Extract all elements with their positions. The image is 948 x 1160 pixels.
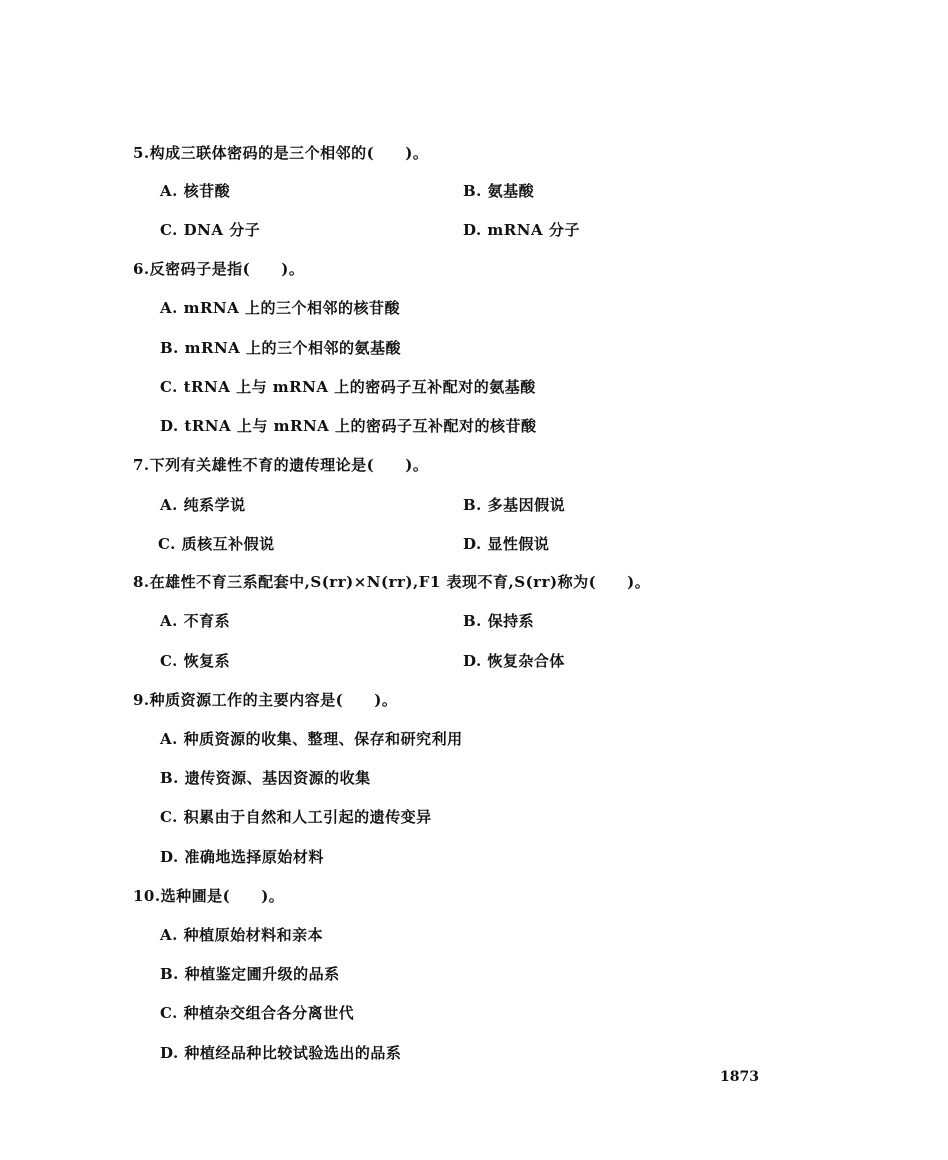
question-8-option-c: C. 恢复系 (160, 652, 231, 670)
question-9-stem: 9.种质资源工作的主要内容是( )。 (133, 691, 398, 709)
question-6-option-c: C. tRNA 上与 mRNA 上的密码子互补配对的氨基酸 (160, 378, 536, 396)
question-8-option-d: D. 恢复杂合体 (463, 652, 565, 670)
page-number: 1873 (720, 1069, 759, 1085)
question-10-stem: 10.选种圃是( )。 (133, 887, 285, 905)
question-8-stem: 8.在雄性不育三系配套中,S(rr)×N(rr),F1 表现不育,S(rr)称为( )。 (133, 573, 651, 591)
question-6-option-d: D. tRNA 上与 mRNA 上的密码子互补配对的核苷酸 (160, 417, 537, 435)
question-7-option-b: B. 多基因假说 (463, 496, 566, 514)
question-7-stem: 7.下列有关雄性不育的遗传理论是( )。 (133, 456, 429, 474)
question-5-option-d: D. mRNA 分子 (463, 221, 580, 239)
question-5-option-c: C. DNA 分子 (160, 221, 261, 239)
question-9-option-c: C. 积累由于自然和人工引起的遗传变异 (160, 808, 432, 826)
question-7-option-d: D. 显性假说 (463, 535, 550, 553)
question-10-option-c: C. 种植杂交组合各分离世代 (160, 1004, 355, 1022)
question-9-option-a: A. 种质资源的收集、整理、保存和研究利用 (160, 730, 463, 748)
question-7-option-a: A. 纯系学说 (160, 496, 246, 514)
question-5-option-b: B. 氨基酸 (463, 182, 535, 200)
question-6-option-b: B. mRNA 上的三个相邻的氨基酸 (160, 339, 402, 357)
question-10-option-b: B. 种植鉴定圃升级的品系 (160, 965, 340, 983)
question-7-option-c: C. 质核互补假说 (158, 535, 275, 553)
question-9-option-b: B. 遗传资源、基因资源的收集 (160, 769, 371, 787)
question-5-option-a: A. 核苷酸 (160, 182, 231, 200)
question-6-stem: 6.反密码子是指( )。 (133, 260, 305, 278)
question-5-stem: 5.构成三联体密码的是三个相邻的( )。 (133, 144, 429, 162)
question-6-option-a: A. mRNA 上的三个相邻的核苷酸 (160, 299, 400, 317)
question-10-option-d: D. 种植经品种比较试验选出的品系 (160, 1044, 402, 1062)
question-8-option-a: A. 不育系 (160, 612, 231, 630)
question-9-option-d: D. 准确地选择原始材料 (160, 848, 324, 866)
question-8-option-b: B. 保持系 (463, 612, 535, 630)
question-10-option-a: A. 种植原始材料和亲本 (160, 926, 324, 944)
